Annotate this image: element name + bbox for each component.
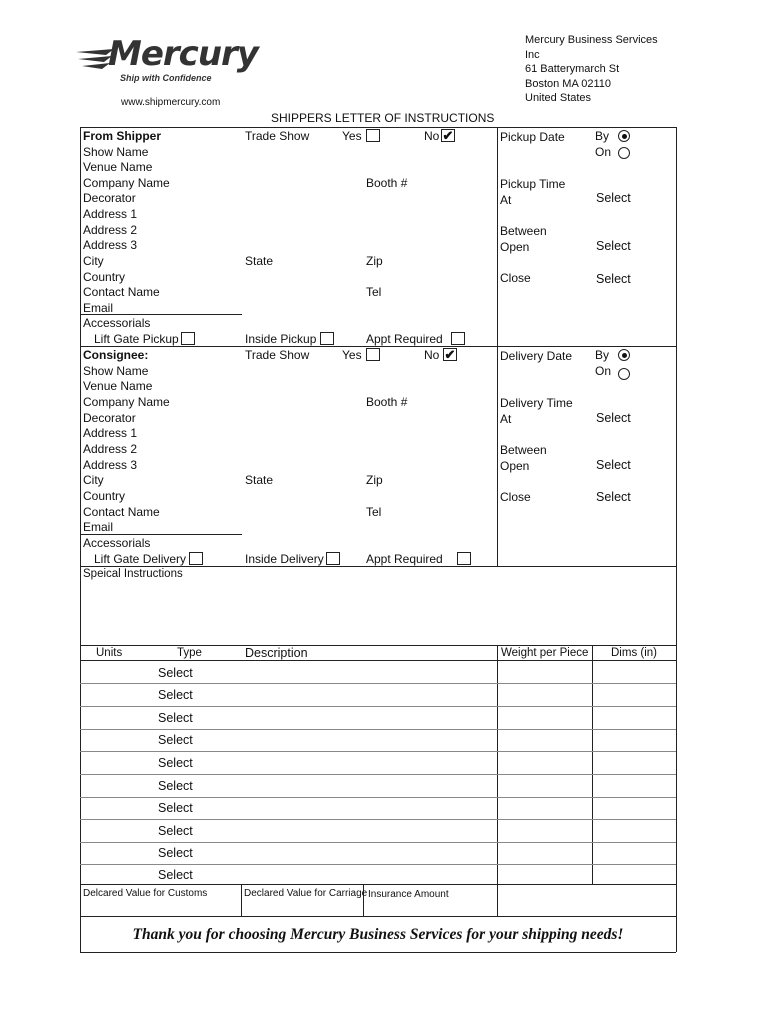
at-select[interactable]: Select: [596, 191, 631, 205]
booth-label: Booth #: [366, 395, 408, 409]
field-label: Contact Name: [83, 505, 160, 519]
close-label: Close: [500, 271, 531, 285]
lift-gate-label: Lift Gate Pickup: [94, 332, 179, 346]
address-line: 61 Batterymarch St: [525, 63, 620, 75]
field-label: Country: [83, 270, 126, 284]
zip-label: Zip: [366, 254, 383, 268]
field-label: Country: [83, 489, 126, 503]
field-label: Venue Name: [83, 379, 153, 393]
state-label: State: [245, 473, 274, 487]
on-label: On: [595, 145, 612, 159]
close-select[interactable]: Select: [596, 272, 631, 286]
carriage-value-label: Declared Value for Carriage: [244, 888, 368, 899]
type-select[interactable]: Select: [158, 711, 193, 725]
customs-value-label: Delcared Value for Customs: [83, 888, 208, 899]
dims-header: Dims (in): [611, 647, 657, 659]
appt-checkbox[interactable]: [451, 332, 465, 345]
field-label: Venue Name: [83, 160, 153, 174]
consignee-heading: Consignee:: [83, 348, 149, 362]
close-label: Close: [500, 490, 531, 504]
type-select[interactable]: Select: [158, 688, 193, 702]
company-website: www.shipmercury.com: [121, 97, 221, 108]
zip-label: Zip: [366, 473, 383, 487]
shipper-heading: From Shipper: [83, 129, 162, 143]
field-label: City: [83, 473, 104, 487]
logo-tagline: Ship with Confidence: [120, 73, 212, 83]
type-header: Type: [177, 647, 202, 659]
form-title: SHIPPERS LETTER OF INSTRUCTIONS: [271, 111, 495, 125]
weight-header: Weight per Piece: [501, 647, 589, 659]
no-label: No: [424, 129, 440, 143]
open-label: Open: [500, 459, 530, 473]
by-label: By: [595, 129, 610, 143]
by-radio[interactable]: [618, 130, 630, 142]
inside-checkbox[interactable]: [326, 552, 340, 565]
open-label: Open: [500, 240, 530, 254]
tel-label: Tel: [366, 285, 382, 299]
delivery-date-label: Delivery Date: [500, 349, 573, 363]
state-label: State: [245, 254, 274, 268]
on-label: On: [595, 364, 612, 378]
field-label: Address 3: [83, 458, 138, 472]
field-label: Address 1: [83, 207, 138, 221]
appt-label: Appt Required: [366, 552, 443, 566]
at-select[interactable]: Select: [596, 411, 631, 425]
type-select[interactable]: Select: [158, 756, 193, 770]
description-header: Description: [245, 646, 308, 660]
field-label: Accessorials: [83, 316, 151, 330]
field-label: Email: [83, 520, 114, 534]
type-select[interactable]: Select: [158, 824, 193, 838]
field-label: Accessorials: [83, 536, 151, 550]
field-label: Address 2: [83, 442, 138, 456]
inside-checkbox[interactable]: [320, 332, 334, 345]
field-label: Company Name: [83, 395, 170, 409]
tel-label: Tel: [366, 505, 382, 519]
type-select[interactable]: Select: [158, 846, 193, 860]
lift-gate-checkbox[interactable]: [189, 552, 203, 565]
insurance-amount-label: Insurance Amount: [368, 889, 449, 900]
field-label: Company Name: [83, 176, 170, 190]
type-select[interactable]: Select: [158, 733, 193, 747]
by-radio[interactable]: [618, 349, 630, 361]
on-radio[interactable]: [618, 368, 630, 380]
trade-show-no-checkbox[interactable]: ✔: [442, 128, 454, 143]
field-label: Show Name: [83, 364, 149, 378]
thank-you-message: Thank you for choosing Mercury Business Services for your shipping needs!: [132, 926, 624, 943]
field-label: Decorator: [83, 411, 136, 425]
field-label: Decorator: [83, 191, 136, 205]
close-select[interactable]: Select: [596, 490, 631, 504]
trade-show-no-checkbox[interactable]: ✔: [444, 347, 456, 362]
field-label: Address 2: [83, 223, 138, 237]
appt-checkbox[interactable]: [457, 552, 471, 565]
pickup-date-label: Pickup Date: [500, 130, 565, 144]
booth-label: Booth #: [366, 176, 408, 190]
address-line: United States: [525, 92, 592, 104]
address-line: Mercury Business Services: [525, 34, 658, 46]
lift-gate-checkbox[interactable]: [181, 332, 195, 345]
field-label: Address 3: [83, 238, 138, 252]
yes-label: Yes: [342, 348, 362, 362]
trade-show-yes-checkbox[interactable]: [366, 348, 380, 361]
inside-label: Inside Delivery: [245, 552, 324, 566]
field-label: Address 1: [83, 426, 138, 440]
type-select[interactable]: Select: [158, 779, 193, 793]
yes-label: Yes: [342, 129, 362, 143]
field-label: Email: [83, 301, 114, 315]
type-select[interactable]: Select: [158, 801, 193, 815]
lift-gate-label: Lift Gate Delivery: [94, 552, 187, 566]
by-label: By: [595, 348, 610, 362]
type-select[interactable]: Select: [158, 868, 193, 882]
special-instructions-field[interactable]: [82, 583, 674, 643]
open-select[interactable]: Select: [596, 458, 631, 472]
logo-wordmark: Mercury: [108, 34, 258, 74]
address-line: Boston MA 02110: [525, 78, 612, 90]
units-header: Units: [96, 647, 123, 659]
at-label: At: [500, 412, 512, 426]
on-radio[interactable]: [618, 147, 630, 159]
no-label: No: [424, 348, 440, 362]
trade-show-label: Trade Show: [245, 129, 310, 143]
at-label: At: [500, 193, 512, 207]
field-label: City: [83, 254, 104, 268]
type-select[interactable]: Select: [158, 666, 193, 680]
trade-show-yes-checkbox[interactable]: [366, 129, 380, 142]
special-instructions-label: Speical Instructions: [83, 568, 183, 580]
field-label: Contact Name: [83, 285, 160, 299]
delivery-time-label: Delivery Time: [500, 396, 573, 410]
between-label: Between: [500, 443, 547, 457]
trade-show-label: Trade Show: [245, 348, 310, 362]
pickup-time-label: Pickup Time: [500, 177, 566, 191]
between-label: Between: [500, 224, 547, 238]
address-line: Inc: [525, 49, 540, 61]
inside-label: Inside Pickup: [245, 332, 317, 346]
company-logo: [74, 34, 258, 85]
open-select[interactable]: Select: [596, 239, 631, 253]
field-label: Show Name: [83, 145, 149, 159]
appt-label: Appt Required: [366, 332, 443, 346]
